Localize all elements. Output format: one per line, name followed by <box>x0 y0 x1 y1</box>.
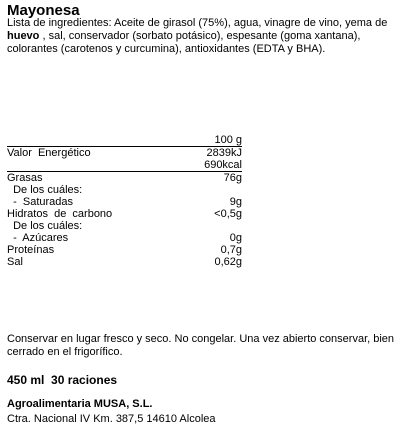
nutrition-value: 0,7g <box>220 244 242 256</box>
nutrition-label: Proteínas <box>7 244 55 256</box>
nutrition-row <box>7 256 242 268</box>
nutrition-row <box>7 172 242 184</box>
ingredients-list <box>7 17 395 56</box>
company-address: Ctra. Nacional IV Km. 387,5 14610 Alcolea <box>7 413 216 425</box>
ingredients-text-1: Lista de ingredientes: Aceite de girasol (75%), agua, vinagre de vino, yema de <box>7 17 388 29</box>
nutrition-label: - Azúcares <box>7 232 69 244</box>
nutrition-row <box>7 220 242 232</box>
nutrition-row <box>7 147 242 159</box>
net-quantity: 450 ml 30 raciones <box>7 373 118 387</box>
ingredients-text-2: , sal, conservador (sorbato potásico), espesante (goma xantana), colorantes (carotenos y curcumina), antioxidantes (EDTA y BHA). <box>7 30 361 55</box>
nutrition-row <box>7 244 242 256</box>
nutrition-value: 76g <box>223 172 242 184</box>
nutrition-value: 0,62g <box>214 256 242 268</box>
company-name: Agroalimentaria MUSA, S.L. <box>7 398 153 410</box>
storage-instructions: Conservar en lugar fresco y seco. No congelar. Una vez abierto conservar, bien cerrado en el frigorífico. <box>7 333 395 358</box>
nutrition-header-row <box>7 134 242 147</box>
nutrition-value: 2839kJ <box>206 147 242 159</box>
nutrition-row <box>7 159 242 172</box>
nutrition-label: Hidratos de carbono <box>7 208 113 220</box>
nutrition-label: - Saturadas <box>7 196 74 208</box>
nutrition-label: Valor Energético <box>7 147 91 159</box>
nutrition-label: De los cuáles: <box>7 184 83 196</box>
allergen-highlight: huevo <box>7 30 40 42</box>
nutrition-value: 9g <box>229 196 242 208</box>
nutrition-value: 0g <box>229 232 242 244</box>
nutrition-table <box>7 134 242 268</box>
nutrition-row <box>7 208 242 220</box>
nutrition-label: Sal <box>7 256 23 268</box>
nutrition-row <box>7 196 242 208</box>
nutrition-label: Grasas <box>7 172 43 184</box>
nutrition-row <box>7 184 242 196</box>
nutrition-label: De los cuáles: <box>7 220 83 232</box>
nutrition-value: <0,5g <box>214 208 242 220</box>
nutrition-row <box>7 232 242 244</box>
nutrition-value: 690kcal <box>204 159 242 171</box>
nutrition-header: 100 g <box>214 134 242 146</box>
product-title: Mayonesa <box>7 2 80 19</box>
